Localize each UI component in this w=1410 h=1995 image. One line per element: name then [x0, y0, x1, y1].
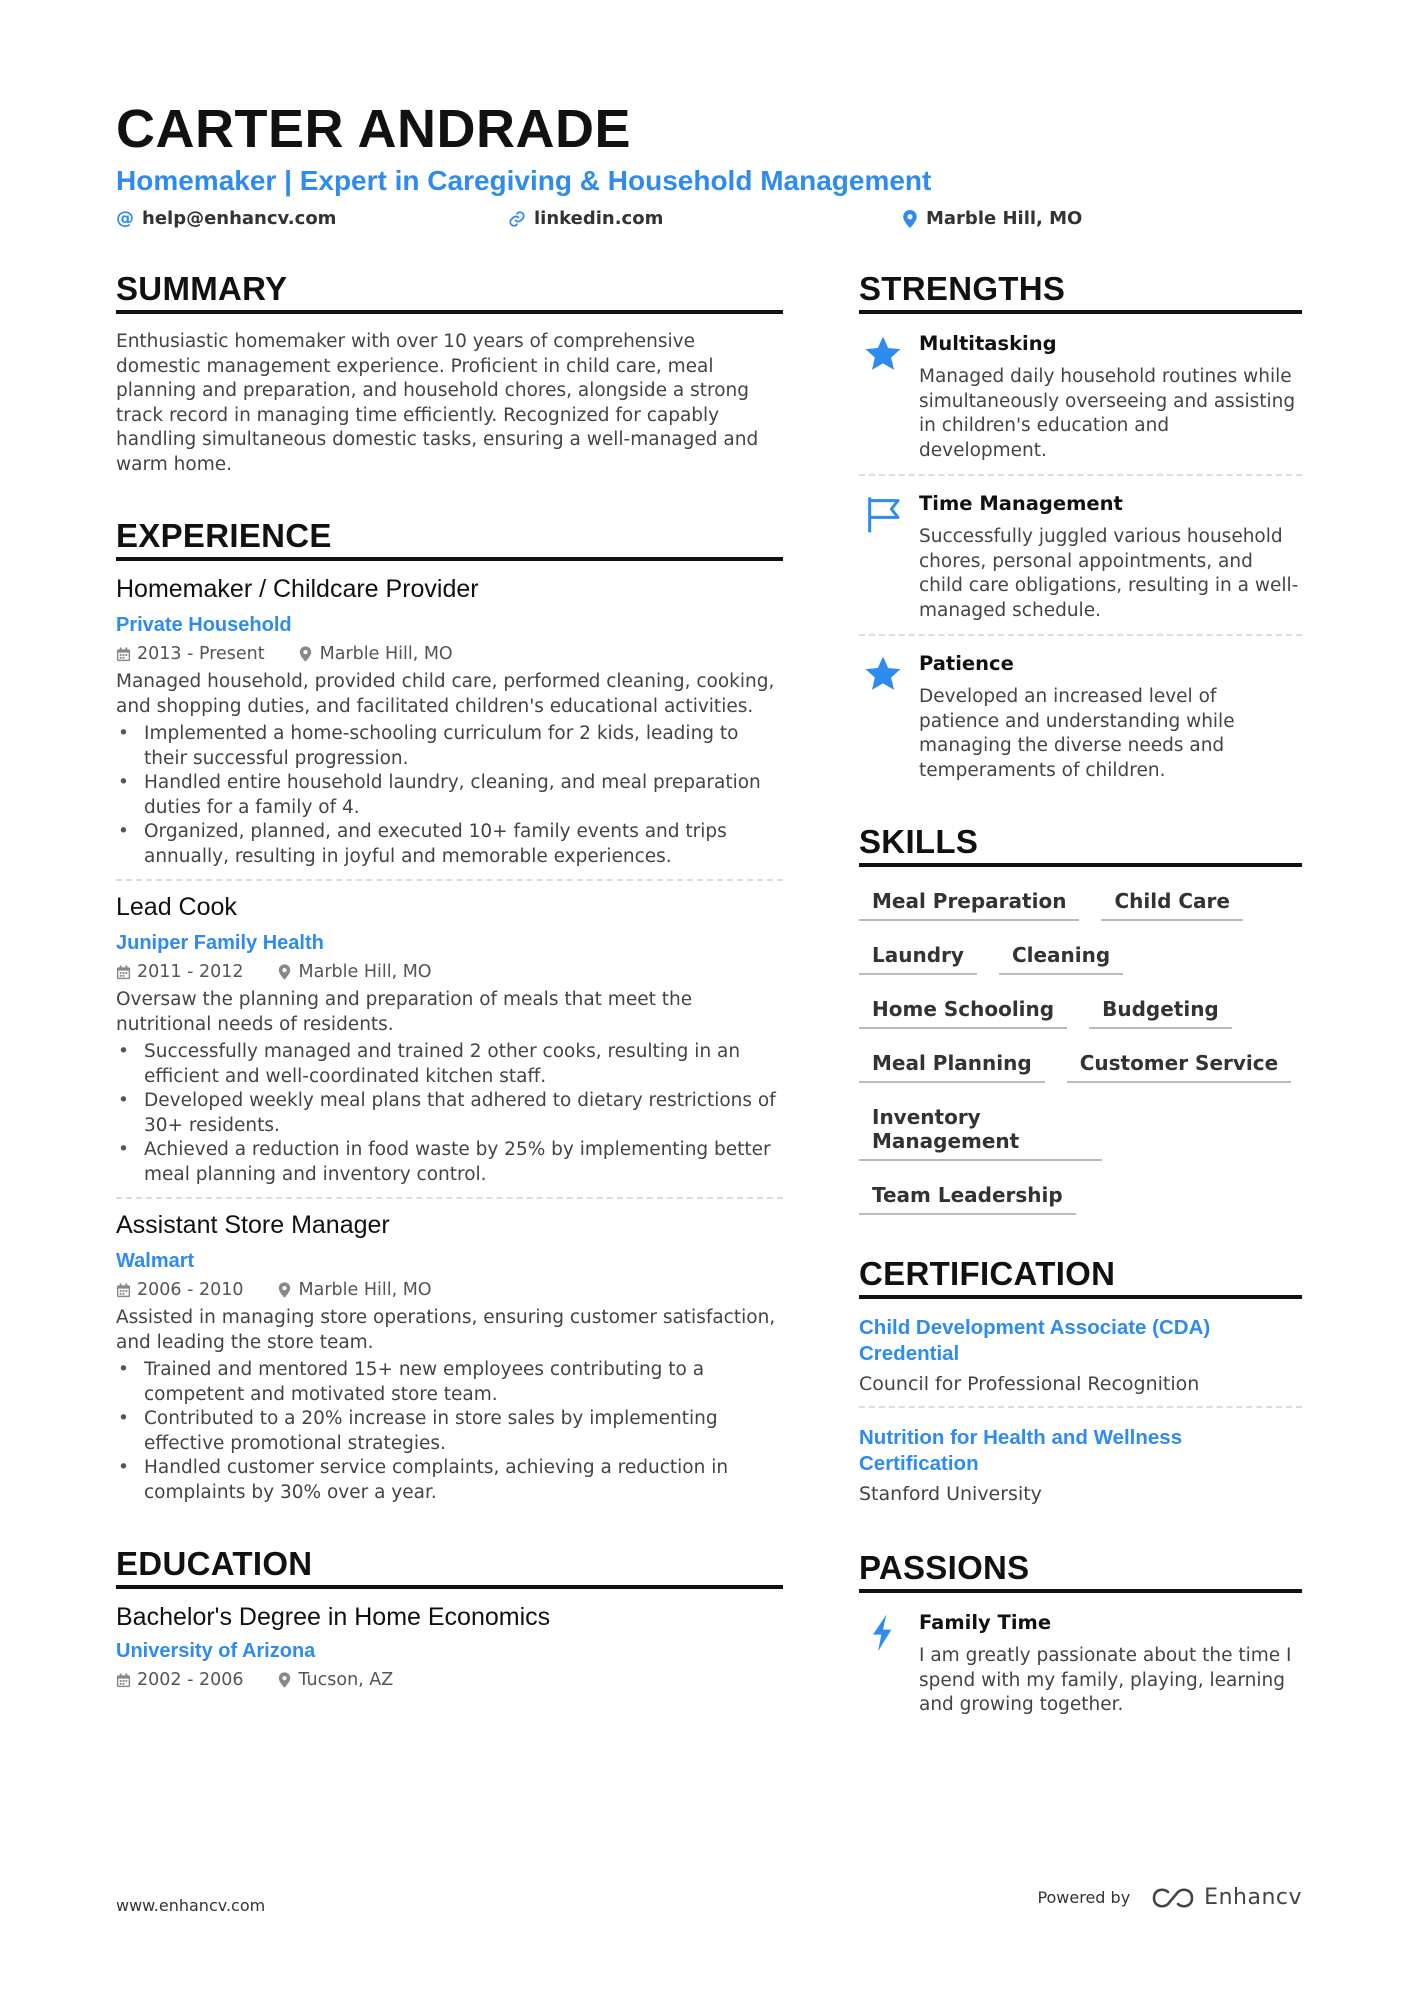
- strength-title: Multitasking: [919, 332, 1057, 355]
- calendar-icon: [116, 1673, 131, 1688]
- job-location: [299, 644, 453, 664]
- skills-list: [859, 889, 1302, 1237]
- certification-title: Nutrition for Health and Wellness Certification: [859, 1426, 1183, 1475]
- skill-tag: Customer Service: [1067, 1051, 1292, 1083]
- summary-heading: SUMMARY: [116, 270, 783, 314]
- brand-logo[interactable]: [1150, 1885, 1302, 1910]
- education-dates: 2002 - 2006: [137, 1670, 244, 1690]
- skill-tag: Inventory Management: [859, 1105, 1102, 1161]
- left-column: [116, 270, 783, 1693]
- skill-tag: Laundry: [859, 943, 977, 975]
- candidate-name: CARTER ANDRADE: [116, 99, 631, 159]
- job-role: Homemaker / Childcare Provider: [116, 575, 479, 603]
- job-description: Managed household, provided child care, performed cleaning, cooking, and shopping duties, and facilitated children's educational activities.: [116, 671, 775, 717]
- job-description: Oversaw the planning and preparation of meals that meet the nutritional needs of residents.: [116, 989, 693, 1035]
- passions-heading: PASSIONS: [859, 1549, 1302, 1593]
- contact-linkedin[interactable]: [508, 208, 663, 229]
- bullet-item: • Handled customer service complaints, achieving a reduction in complaints by 30% over a year.: [116, 1456, 783, 1505]
- calendar-icon: [116, 647, 131, 662]
- candidate-tagline: Homemaker | Expert in Caregiving & Household Management: [116, 165, 932, 196]
- at-icon: @: [116, 208, 134, 229]
- job-meta: [116, 641, 783, 667]
- job-bullets: [116, 1040, 783, 1187]
- job-location: [278, 962, 432, 982]
- summary-text: Enthusiastic homemaker with over 10 years of comprehensive domestic management experience. Proficient in child care, meal planning and preparation, and household chores, alongside a strong track record in managing time efficiently. Recognized for capably handling simultaneous domestic tasks, ensuring a well-managed and warm home.: [116, 331, 759, 475]
- divider: [859, 1406, 1302, 1408]
- job-dates: 2013 - Present: [137, 644, 265, 664]
- bullet-item: • Organized, planned, and executed 10+ family events and trips annually, resulting in joyful and memorable experiences.: [116, 820, 783, 869]
- education-degree: Bachelor's Degree in Home Economics: [116, 1603, 551, 1631]
- education-meta: [116, 1667, 783, 1693]
- bullet-item: • Trained and mentored 15+ new employees contributing to a competent and motivated store team.: [116, 1358, 783, 1407]
- education-heading: EDUCATION: [116, 1545, 783, 1589]
- job-company: Walmart: [116, 1250, 195, 1272]
- skill-tag: Child Care: [1101, 889, 1243, 921]
- footer-url[interactable]: www.enhancv.com: [116, 1896, 266, 1915]
- bullet-item: • Contributed to a 20% increase in store sales by implementing effective promotional strategies.: [116, 1407, 783, 1456]
- divider: [859, 634, 1302, 636]
- certification-org: Council for Professional Recognition: [859, 1373, 1200, 1395]
- education-entry: [116, 1603, 783, 1693]
- job-company: Private Household: [116, 614, 292, 636]
- resume-page: [116, 0, 1302, 1995]
- certification-item: [859, 1315, 1302, 1395]
- skill-tag: Meal Preparation: [859, 889, 1079, 921]
- lightning-icon: [863, 1613, 903, 1653]
- experience-heading: EXPERIENCE: [116, 517, 783, 561]
- job-bullets: [116, 722, 783, 869]
- job-meta: [116, 959, 783, 985]
- divider: [116, 1197, 783, 1199]
- strength-title: Time Management: [919, 492, 1123, 515]
- job-dates: 2006 - 2010: [137, 1280, 244, 1300]
- job-entry: [116, 1211, 783, 1505]
- skill-tag: Cleaning: [999, 943, 1123, 975]
- divider: [859, 474, 1302, 476]
- contact-bar: [116, 208, 1116, 234]
- job-location: [278, 1280, 432, 1300]
- flag-icon: [863, 494, 903, 534]
- job-entry: [116, 893, 783, 1187]
- skills-heading: SKILLS: [859, 823, 1302, 867]
- email-text: help@enhancv.com: [142, 208, 337, 229]
- education-location: [278, 1670, 394, 1690]
- map-pin-icon: [278, 964, 291, 980]
- education-school: University of Arizona: [116, 1640, 316, 1662]
- brand-name: Enhancv: [1204, 1885, 1302, 1910]
- map-pin-icon: [902, 210, 918, 228]
- star-icon: [863, 334, 903, 374]
- bullet-item: • Successfully managed and trained 2 other cooks, resulting in an efficient and well-coordinated kitchen staff.: [116, 1040, 783, 1089]
- job-entry: [116, 575, 783, 869]
- strength-text: Managed daily household routines while simultaneously overseeing and assisting in children's education and development.: [919, 366, 1296, 461]
- contact-location: [902, 208, 1082, 229]
- contact-email[interactable]: [116, 208, 336, 229]
- calendar-icon: [116, 1283, 131, 1298]
- job-role: Lead Cook: [116, 893, 237, 921]
- strength-text: Successfully juggled various household chores, personal appointments, and child care obligations, resulting in a well-managed schedule.: [919, 526, 1299, 621]
- bullet-item: • Achieved a reduction in food waste by 25% by implementing better meal planning and inventory control.: [116, 1138, 783, 1187]
- bullet-item: • Handled entire household laundry, cleaning, and meal preparation duties for a family of 4.: [116, 771, 783, 820]
- strength-item: [859, 492, 1302, 623]
- bullet-item: • Developed weekly meal plans that adhered to dietary restrictions of 30+ residents.: [116, 1089, 783, 1138]
- strength-text: Developed an increased level of patience and understanding while managing the diverse needs and temperaments of children.: [919, 686, 1235, 781]
- job-location-text: Marble Hill, MO: [298, 1280, 432, 1300]
- certification-item: [859, 1425, 1302, 1505]
- job-location-text: Marble Hill, MO: [298, 962, 432, 982]
- enhancv-logo-icon: [1150, 1886, 1196, 1910]
- powered-by-label: Powered by: [1037, 1888, 1131, 1907]
- star-icon: [863, 654, 903, 694]
- divider: [116, 879, 783, 881]
- map-pin-icon: [299, 646, 312, 662]
- passion-text: I am greatly passionate about the time I spend with my family, playing, learning and growing together.: [919, 1645, 1292, 1715]
- right-column: [859, 270, 1302, 1718]
- map-pin-icon: [278, 1672, 291, 1688]
- skill-tag: Team Leadership: [859, 1183, 1076, 1215]
- job-bullets: [116, 1358, 783, 1505]
- strength-item: [859, 652, 1302, 783]
- strengths-heading: STRENGTHS: [859, 270, 1302, 314]
- skill-tag: Meal Planning: [859, 1051, 1045, 1083]
- skill-tag: Budgeting: [1089, 997, 1232, 1029]
- certification-org: Stanford University: [859, 1483, 1042, 1505]
- job-role: Assistant Store Manager: [116, 1211, 390, 1239]
- certification-title: Child Development Associate (CDA) Credential: [859, 1316, 1211, 1365]
- job-dates: 2011 - 2012: [137, 962, 244, 982]
- job-location-text: Marble Hill, MO: [319, 644, 453, 664]
- job-company: Juniper Family Health: [116, 932, 324, 954]
- education-location-text: Tucson, AZ: [298, 1670, 394, 1690]
- location-text: Marble Hill, MO: [926, 208, 1083, 229]
- job-meta: [116, 1277, 783, 1303]
- bullet-item: • Implemented a home-schooling curriculum for 2 kids, leading to their successful progression.: [116, 722, 783, 771]
- footer-brand: [1037, 1885, 1302, 1910]
- certification-heading: CERTIFICATION: [859, 1255, 1302, 1299]
- map-pin-icon: [278, 1282, 291, 1298]
- strength-title: Patience: [919, 652, 1014, 675]
- link-icon: [508, 210, 526, 228]
- job-description: Assisted in managing store operations, ensuring customer satisfaction, and leading the store team.: [116, 1307, 776, 1353]
- skill-tag: Home Schooling: [859, 997, 1067, 1029]
- strength-item: [859, 332, 1302, 463]
- passion-title: Family Time: [919, 1611, 1052, 1634]
- calendar-icon: [116, 965, 131, 980]
- linkedin-text: linkedin.com: [534, 208, 664, 229]
- passion-item: [859, 1611, 1302, 1718]
